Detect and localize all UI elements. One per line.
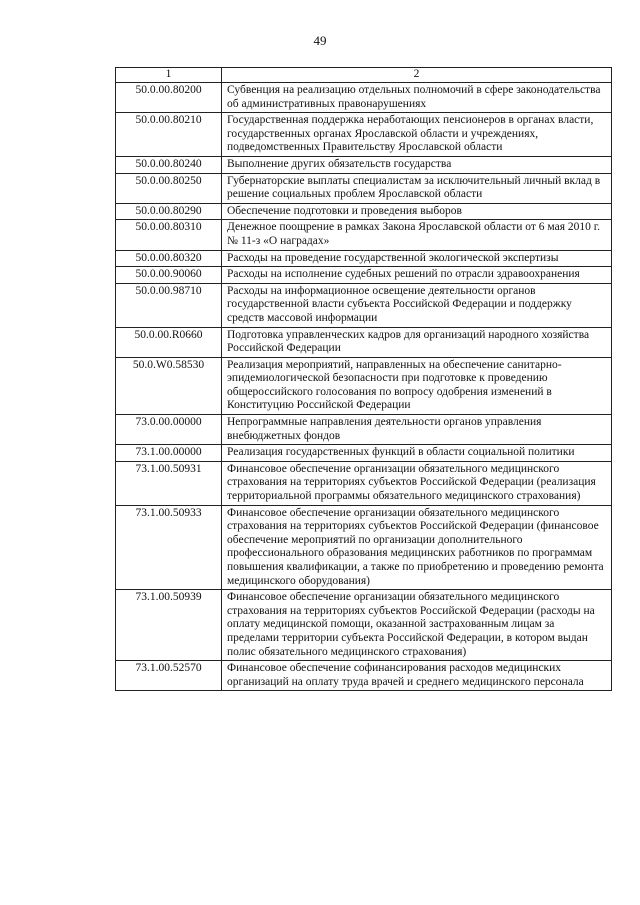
table-row	[116, 415, 612, 445]
row-description: Финансовое обеспечение организации обязательного медицинского страхования на территориях субъектов Российской Федерации (финансовое обеспечение мероприятий по организации дополнительного профессионального образования медицинских работников по программам повышения квалификации, а также по приобретению и проведению ремонта медицинского оборудования)	[222, 505, 612, 590]
row-code: 50.0.W0.58530	[116, 357, 222, 414]
budget-codes-table	[115, 67, 612, 691]
row-description: Расходы на проведение государственной экологической экспертизы	[222, 250, 612, 267]
row-code: 73.1.00.52570	[116, 661, 222, 691]
row-description: Денежное поощрение в рамках Закона Ярославской области от 6 мая 2010 г. № 11-з «О наградах»	[222, 220, 612, 250]
row-code: 73.1.00.50931	[116, 461, 222, 505]
row-description: Губернаторские выплаты специалистам за исключительный личный вклад в решение социальных проблем Ярославской области	[222, 173, 612, 203]
row-description: Реализация мероприятий, направленных на обеспечение санитарно-эпидемиологической безопасности при подготовке к проведению общероссийского голосования по вопросу одобрения изменений в Конституцию Российской Федерации	[222, 357, 612, 414]
row-code: 50.0.00.80240	[116, 156, 222, 173]
column-header-code: 1	[116, 68, 222, 83]
column-header-description: 2	[222, 68, 612, 83]
row-code: 50.0.00.98710	[116, 283, 222, 327]
table-row	[116, 283, 612, 327]
table-row	[116, 83, 612, 113]
row-code: 50.0.00.80290	[116, 203, 222, 220]
row-description: Реализация государственных функций в области социальной политики	[222, 445, 612, 462]
row-description: Финансовое обеспечение организации обязательного медицинского страхования на территориях субъектов Российской Федерации (расходы на оплату медицинской помощи, оказанной застрахованным лицам за пределами территории субъекта Российской Федерации, в котором выдан полис обязательного медицинского страхования)	[222, 590, 612, 661]
row-description: Субвенция на реализацию отдельных полномочий в сфере законодательства об административных правонарушениях	[222, 83, 612, 113]
row-description: Выполнение других обязательств государства	[222, 156, 612, 173]
row-description: Непрограммные направления деятельности органов управления внебюджетных фондов	[222, 415, 612, 445]
row-code: 50.0.00.90060	[116, 267, 222, 284]
table-row	[116, 461, 612, 505]
row-code: 50.0.00.80200	[116, 83, 222, 113]
row-code: 73.1.00.50933	[116, 505, 222, 590]
row-code: 50.0.00.80250	[116, 173, 222, 203]
table-row	[116, 113, 612, 157]
row-description: Финансовое обеспечение организации обязательного медицинского страхования на территориях субъектов Российской Федерации (реализация территориальной программы обязательного медицинского страхования)	[222, 461, 612, 505]
table-row	[116, 267, 612, 284]
table-row	[116, 445, 612, 462]
row-code: 73.0.00.00000	[116, 415, 222, 445]
row-code: 50.0.00.80210	[116, 113, 222, 157]
table-row	[116, 661, 612, 691]
table-row	[116, 173, 612, 203]
table-header-row	[116, 68, 612, 83]
row-code: 50.0.00.R0660	[116, 327, 222, 357]
row-description: Расходы на исполнение судебных решений по отрасли здравоохранения	[222, 267, 612, 284]
table-row	[116, 220, 612, 250]
row-description: Финансовое обеспечение софинансирования расходов медицинских организаций на оплату труда врачей и среднего медицинского персонала	[222, 661, 612, 691]
row-description: Государственная поддержка неработающих пенсионеров в органах власти, государственных органах Ярославской области и учреждениях, подведомственных Правительству Ярославской области	[222, 113, 612, 157]
table-row	[116, 327, 612, 357]
row-code: 73.1.00.00000	[116, 445, 222, 462]
row-description: Обеспечение подготовки и проведения выборов	[222, 203, 612, 220]
table-row	[116, 590, 612, 661]
row-description: Подготовка управленческих кадров для организаций народного хозяйства Российской Федерации	[222, 327, 612, 357]
table-row	[116, 156, 612, 173]
row-code: 73.1.00.50939	[116, 590, 222, 661]
table-row	[116, 203, 612, 220]
row-code: 50.0.00.80310	[116, 220, 222, 250]
table-row	[116, 250, 612, 267]
table-row	[116, 357, 612, 414]
row-code: 50.0.00.80320	[116, 250, 222, 267]
table-row	[116, 505, 612, 590]
row-description: Расходы на информационное освещение деятельности органов государственной власти субъекта Российской Федерации и поддержку средств массовой информации	[222, 283, 612, 327]
page-number: 49	[313, 33, 327, 48]
